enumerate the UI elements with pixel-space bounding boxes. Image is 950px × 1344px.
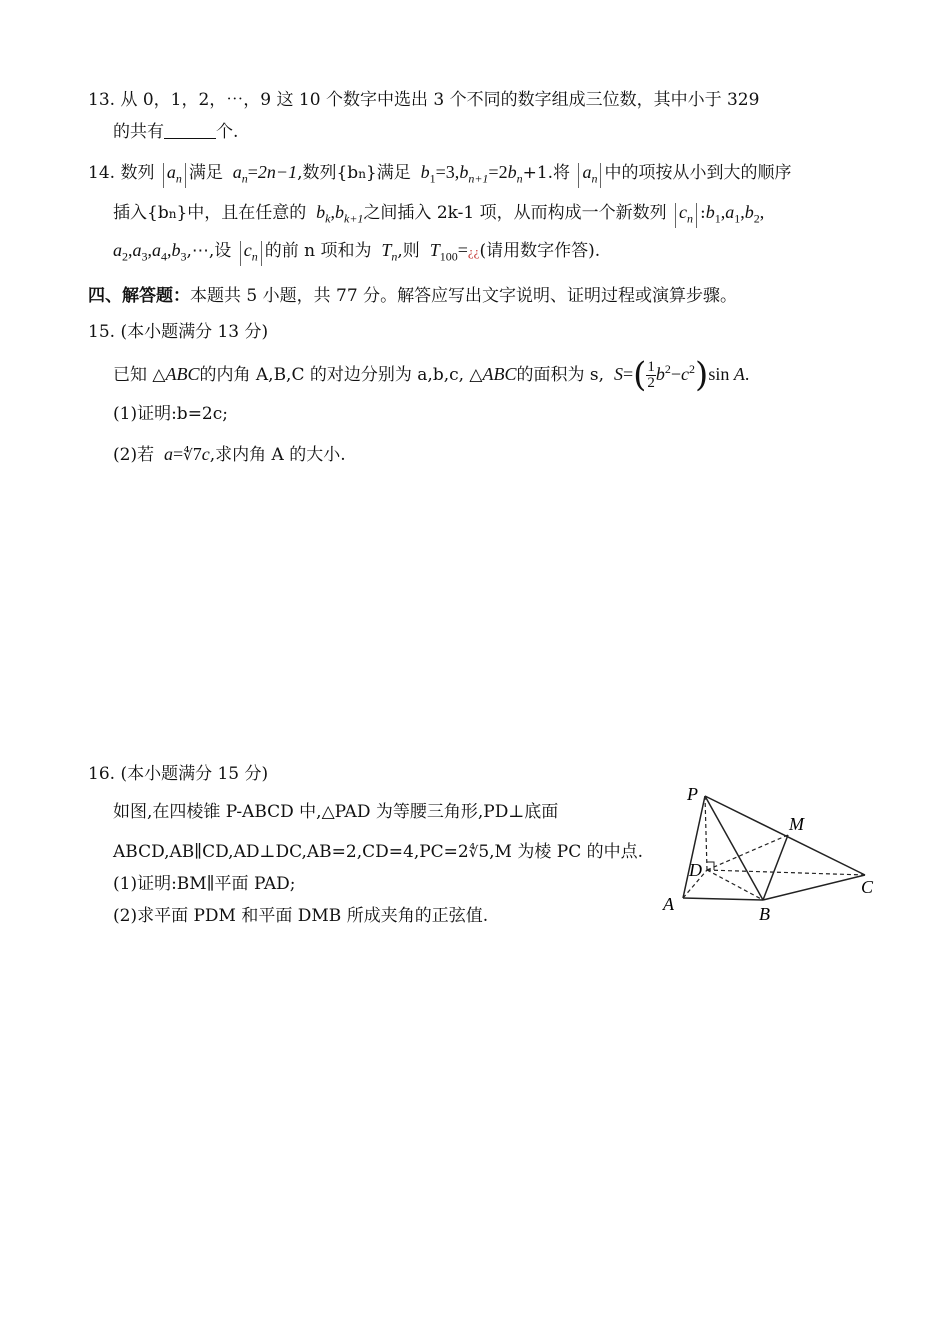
- tn: $T_n$: [376, 240, 398, 264]
- edge-dc: [707, 870, 865, 875]
- label-d: D: [689, 860, 702, 880]
- q14-number: 14. 数列: [88, 163, 155, 183]
- edge-bc: [763, 875, 865, 900]
- seq-cn-2: $c_n$: [240, 241, 262, 266]
- q14-line2: 插入{bn}中，且在任意的 $b_k,b_{k+1}$之间插入 2k-1 项，从而构成一个新数列 $c_n$ $:b_1,a_1,b_2$,: [113, 202, 765, 226]
- q13-text-b: 个.: [216, 122, 239, 142]
- q14-text: 满足: [188, 163, 223, 183]
- q14-line1: 14. 数列 $a_n$ 满足 $a_n=2n-1$,数列{bn}满足 $b_1=3,b_{n+1}=2b_n+1$.将 $a_n$ 中的项按从小到大的顺序: [88, 162, 792, 186]
- q13-line2: [113, 120, 238, 144]
- q16-line1: 如图,在四棱锥 P-ABCD 中,△PAD 为等腰三角形,PD⊥底面: [113, 802, 559, 822]
- q14-text: }满足: [365, 163, 411, 183]
- edge-ab: [683, 898, 763, 900]
- q15-sub2: (2)若 a=∜7c,求内角 A 的大小.: [113, 444, 346, 465]
- q16-sub1: (1)证明:BM∥平面 PAD;: [113, 874, 296, 894]
- cn-terms-2: $a_2,a_3,a_4,b_3$: [113, 240, 187, 264]
- cn-terms: $b_1,a_1,b_2$,: [705, 202, 765, 226]
- q16-sub2: (2)求平面 PDM 和平面 DMB 所成夹角的正弦值.: [113, 906, 489, 926]
- q16-line2: ABCD,AB∥CD,AD⊥DC,AB=2,CD=4,PC=2∜5,M 为棱 PC 的中点.: [113, 842, 644, 862]
- t100: $T_{100}=¿¿$: [425, 240, 480, 264]
- seq-cn: $c_n$: [675, 203, 697, 228]
- area-formula: S=( $\frac{1}{2}$ $b^2-c^2)\sin$ A.: [613, 355, 750, 395]
- label-b: B: [759, 904, 770, 924]
- b1-formula: $b_1=3,b_{n+1}=2b_n$: [416, 162, 523, 186]
- q13-line1: [88, 88, 759, 112]
- q14-line3: $a_2,a_3,a_4,b_3,\cdots$,设 $c_n$ 的前 n 项和为 $T_n$,则 $T_{100}=¿¿$(请用数字作答).: [113, 240, 601, 264]
- answer-blank: [164, 122, 216, 139]
- label-a: A: [663, 894, 674, 914]
- pyramid-figure: [655, 780, 895, 925]
- q14-text: 中的项按从小到大的顺序: [604, 163, 792, 183]
- seq-an-2: $a_n$: [578, 163, 601, 188]
- q13-text: 13. 从 0，1，2，⋯，9 这 10 个数字中选出 3 个不同的数字组成三位数，其中小于 329: [88, 90, 760, 110]
- seq-an: $a_n$: [163, 163, 186, 188]
- q14-text: +1.将: [522, 163, 571, 183]
- q14-text: ,数列{b: [297, 163, 359, 183]
- an-formula: $a_n=2n-1$: [228, 162, 298, 186]
- label-p: P: [687, 784, 698, 804]
- label-m: M: [789, 814, 804, 834]
- a-root7-c: a=∜7c: [159, 444, 210, 464]
- bk-formula: $b_k,b_{k+1}$: [311, 202, 364, 226]
- edge-pd: [705, 796, 707, 870]
- q13-text-a: 的共有: [113, 122, 164, 142]
- label-c: C: [861, 877, 874, 897]
- q15-line1: 已知 △ABC的内角 A,B,C 的对边分别为 a,b,c, △ABC的面积为 s, S=( $\frac{1}{2}$ $b^2-c^2)\sin$ A.: [113, 355, 750, 395]
- q16-title: 16. (本小题满分 15 分): [88, 764, 269, 784]
- section-4-heading: 四、解答题：本题共 5 小题，共 77 分。解答应写出文字说明、证明过程或演算步骤。: [88, 286, 738, 306]
- edge-pc: [705, 796, 865, 875]
- q15-title: 15. (本小题满分 13 分): [88, 322, 269, 342]
- q15-sub1: (1)证明:b=2c;: [113, 404, 228, 424]
- edge-pa: [683, 796, 705, 898]
